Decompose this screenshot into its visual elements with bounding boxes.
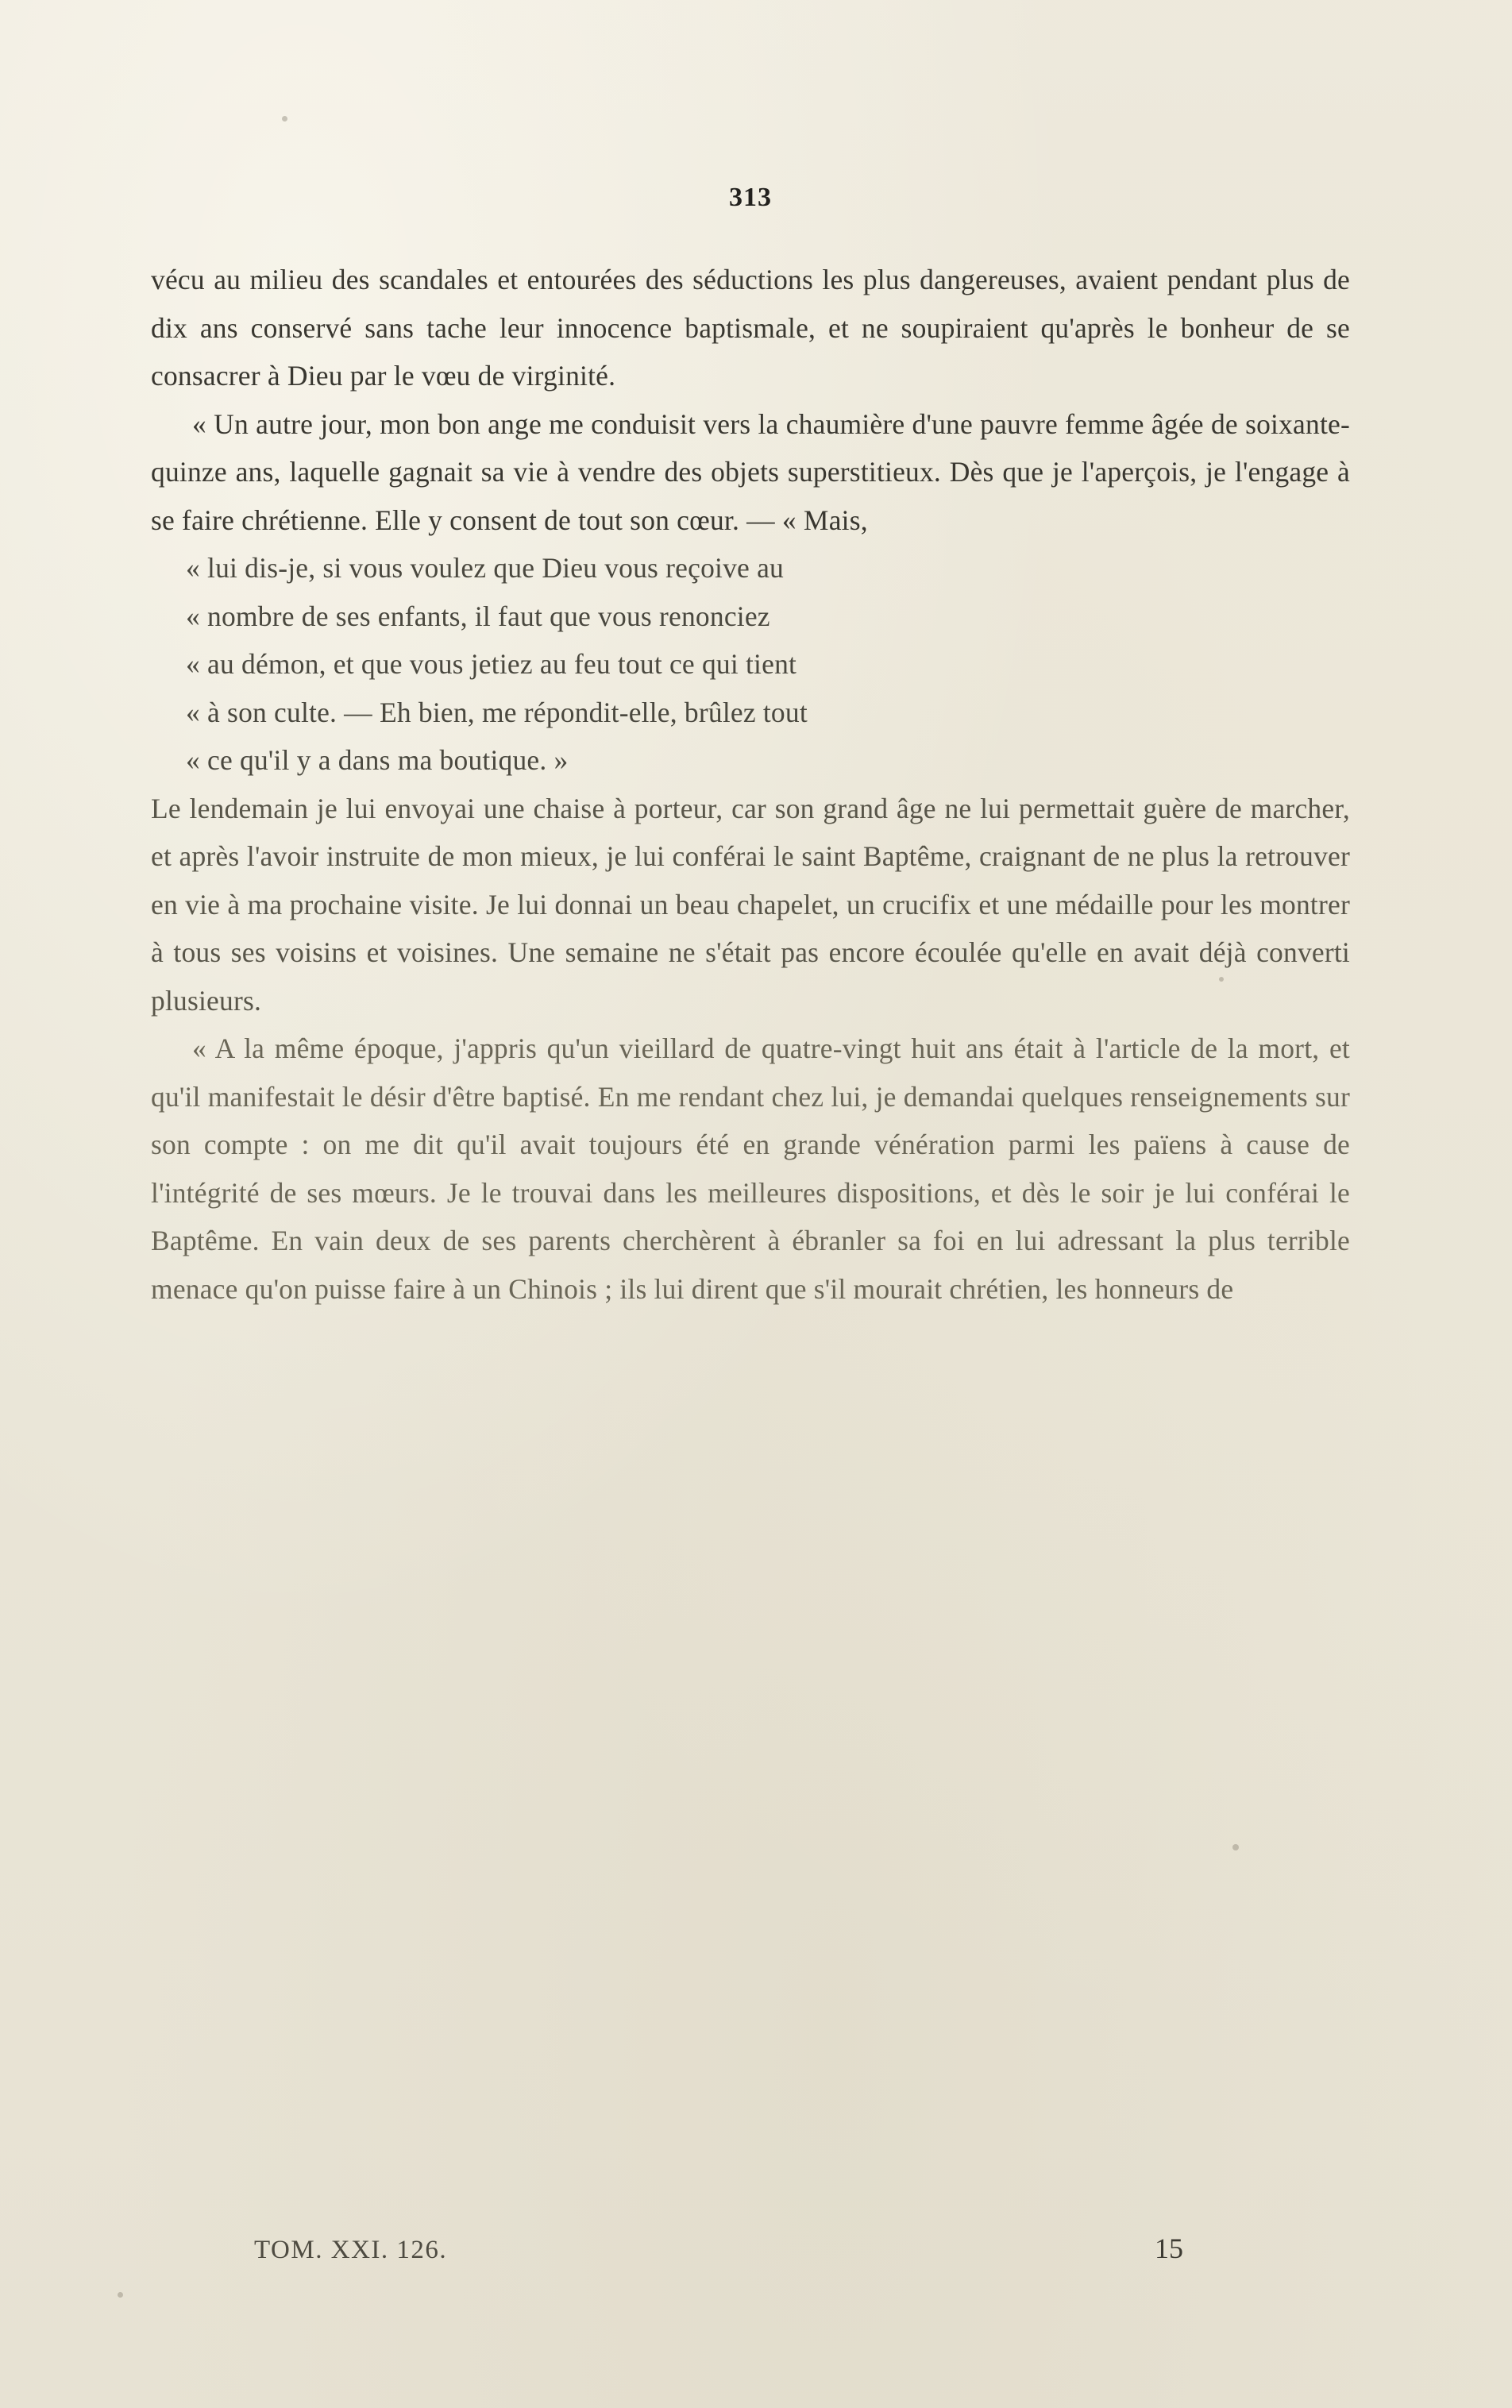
paragraph-narrative-second-day: « Un autre jour, mon bon ange me conduisit vers la chaumière d'une pauvre femme âgée de soixante-quinze ans, laquelle gagnait sa vie à vendre des objets superstitieux. Dès que je l'aperçois, je l'engage à se faire chrétienne. Elle y consent de tout son cœur. — « Mais, <box>151 407 1350 536</box>
page-footer <box>151 2232 1350 2265</box>
page-number: 313 <box>729 183 772 212</box>
quote-line: « lui dis-je, si vous voulez que Dieu vous reçoive au <box>186 552 784 584</box>
text-column <box>151 183 1350 1313</box>
paper-speck <box>282 116 287 122</box>
paragraph-old-man-baptism: « A la même époque, j'appris qu'un vieillard de quatre-vingt huit ans était à l'article de la mort, et qu'il manifestait le désir d'être baptisé. En me rendant chez lui, je demandai quelques renseignements sur son compte : on me dit qu'il avait toujours été en grande vénération parmi les païens à cause de l'intégrité de ses mœurs. Je le trouvai dans les meilleures dispositions, et dès le soir je lui conférai le Baptême. En vain deux de ses parents cherchèrent à ébranler sa foi en lui adressant la plus terrible menace qu'on puisse faire à un Chinois ; ils lui dirent que s'il mourait chrétien, les honneurs de <box>151 1032 1350 1305</box>
sheet-number: 15 <box>1155 2232 1183 2264</box>
quote-line: « à son culte. — Eh bien, me répondit-elle, brûlez tout <box>186 696 808 728</box>
quote-line: « au démon, et que vous jetiez au feu tout ce qui tient <box>186 648 797 680</box>
paragraph-following-day: Le lendemain je lui envoyai une chaise à porteur, car son grand âge ne lui permettait guère de marcher, et après l'avoir instruite de mon mieux, je lui conférai le saint Baptême, craignant de ne plus la retrouver en vie à ma prochaine visite. Je lui donnai un beau chapelet, un crucifix et une médaille pour les montrer à tous ses voisins et voisines. Une semaine ne s'était pas encore écoulée qu'elle en avait déjà converti plusieurs. <box>151 792 1350 1017</box>
quote-line: « ce qu'il y a dans ma boutique. » <box>186 744 569 776</box>
paper-speck <box>118 2292 123 2298</box>
signature-mark: TOM. XXI. 126. <box>254 2236 448 2264</box>
paragraph-continued: vécu au milieu des scandales et entourées des séductions les plus dangereuses, avaient pendant plus de dix ans conservé sans tache leur innocence baptismale, et ne soupiraient qu'après le bonheur de se consacrer à Dieu par le vœu de virginité. <box>151 264 1350 392</box>
quoted-speech-block <box>151 544 1350 785</box>
paper-speck <box>1232 1844 1239 1850</box>
quote-line: « nombre de ses enfants, il faut que vous renonciez <box>186 600 770 632</box>
